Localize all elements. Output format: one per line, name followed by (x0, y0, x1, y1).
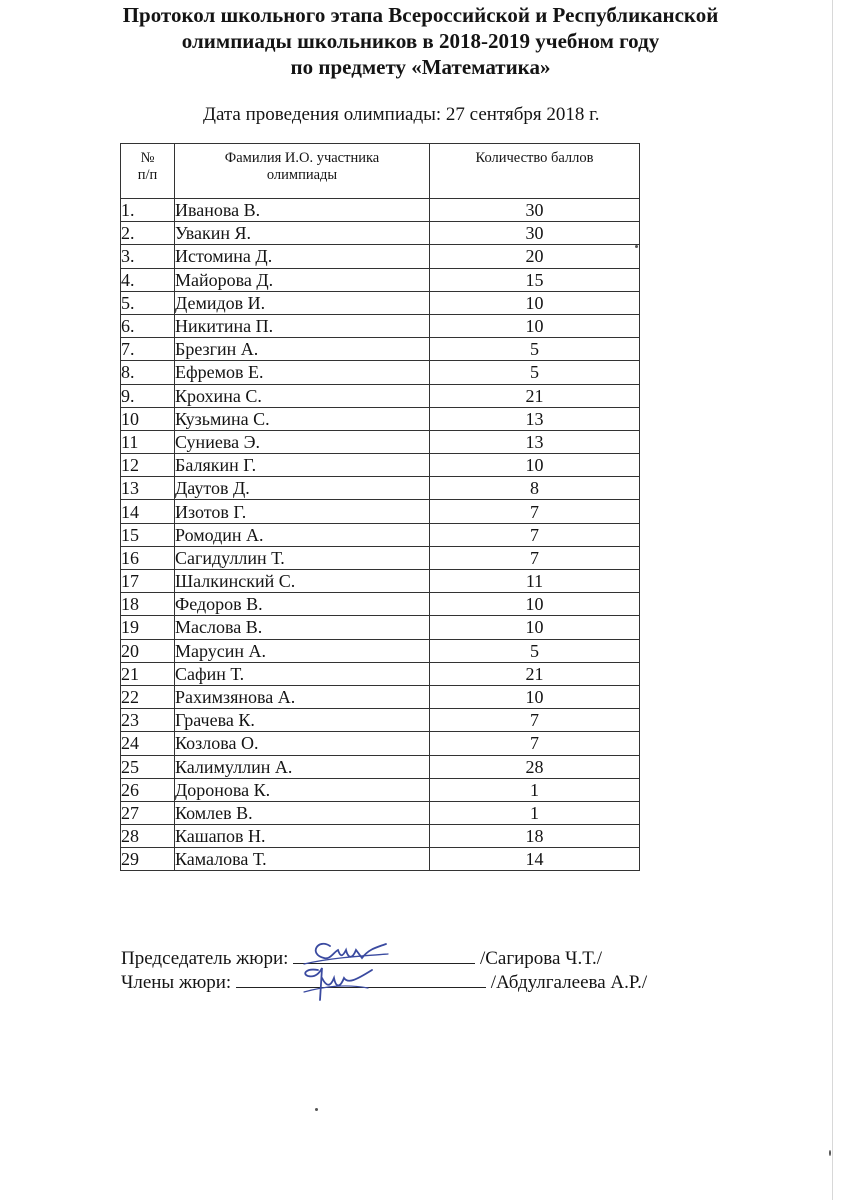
table-row (121, 801, 640, 824)
row-number: 25 (121, 755, 175, 778)
row-number: 18 (121, 593, 175, 616)
participant-name: Балякин Г. (175, 454, 430, 477)
scan-speck (635, 245, 638, 248)
row-number: 12 (121, 454, 175, 477)
participant-score: 10 (430, 616, 640, 639)
row-number: 5. (121, 291, 175, 314)
table-row (121, 454, 640, 477)
participant-score: 5 (430, 639, 640, 662)
table-row (121, 222, 640, 245)
row-number: 23 (121, 709, 175, 732)
participant-name: Даутов Д. (175, 477, 430, 500)
table-row (121, 709, 640, 732)
jury-chair-label: Председатель жюри: (121, 948, 289, 969)
table-row (121, 685, 640, 708)
participant-score: 28 (430, 755, 640, 778)
participant-name: Камалова Т. (175, 848, 430, 871)
row-number: 16 (121, 546, 175, 569)
table-row (121, 593, 640, 616)
row-number: 4. (121, 268, 175, 291)
participant-name: Сафин Т. (175, 662, 430, 685)
row-number: 15 (121, 523, 175, 546)
results-table (120, 143, 640, 871)
column-header-name: Фамилия И.О. участника олимпиады (175, 144, 430, 199)
table-row (121, 199, 640, 222)
row-number: 24 (121, 732, 175, 755)
table-row (121, 430, 640, 453)
table-row (121, 268, 640, 291)
participant-score: 30 (430, 222, 640, 245)
row-number: 1. (121, 199, 175, 222)
participant-name: Комлев В. (175, 801, 430, 824)
title-line-1: Протокол школьного этапа Всероссийской и Республиканской (122, 3, 719, 27)
row-number: 2. (121, 222, 175, 245)
table-header-row (121, 144, 640, 199)
participant-name: Увакин Я. (175, 222, 430, 245)
participant-score: 7 (430, 732, 640, 755)
table-row (121, 662, 640, 685)
document-title (0, 2, 841, 80)
participant-score: 18 (430, 825, 640, 848)
participant-name: Суниева Э. (175, 430, 430, 453)
participant-name: Ромодин А. (175, 523, 430, 546)
participant-score: 8 (430, 477, 640, 500)
table-row (121, 616, 640, 639)
participant-score: 5 (430, 338, 640, 361)
row-number: 3. (121, 245, 175, 268)
table-row (121, 732, 640, 755)
table-row (121, 500, 640, 523)
table-row (121, 407, 640, 430)
row-number: 11 (121, 430, 175, 453)
scan-speck (829, 1150, 831, 1156)
participant-name: Федоров В. (175, 593, 430, 616)
row-number: 20 (121, 639, 175, 662)
participant-name: Доронова К. (175, 778, 430, 801)
row-number: 10 (121, 407, 175, 430)
row-number: 6. (121, 314, 175, 337)
table-row (121, 314, 640, 337)
participant-name: Демидов И. (175, 291, 430, 314)
participant-score: 7 (430, 500, 640, 523)
participant-name: Майорова Д. (175, 268, 430, 291)
table-row (121, 755, 640, 778)
participant-name: Сагидуллин Т. (175, 546, 430, 569)
table-row (121, 848, 640, 871)
jury-chair-name: /Сагирова Ч.Т./ (479, 948, 603, 969)
table-row (121, 245, 640, 268)
scan-speck (315, 1108, 318, 1111)
participant-score: 15 (430, 268, 640, 291)
row-number: 19 (121, 616, 175, 639)
participant-name: Крохина С. (175, 384, 430, 407)
participant-score: 30 (430, 199, 640, 222)
participant-score: 10 (430, 314, 640, 337)
participant-name: Иванова В. (175, 199, 430, 222)
table-row (121, 361, 640, 384)
participant-score: 21 (430, 662, 640, 685)
participant-score: 10 (430, 593, 640, 616)
jury-members-label: Члены жюри: (121, 972, 232, 993)
row-number: 29 (121, 848, 175, 871)
participant-score: 1 (430, 801, 640, 824)
participant-name: Козлова О. (175, 732, 430, 755)
participant-score: 5 (430, 361, 640, 384)
table-row (121, 570, 640, 593)
participant-score: 10 (430, 291, 640, 314)
row-number: 22 (121, 685, 175, 708)
participant-name: Марусин А. (175, 639, 430, 662)
participant-name: Никитина П. (175, 314, 430, 337)
row-number: 27 (121, 801, 175, 824)
participant-name: Грачева К. (175, 709, 430, 732)
participant-score: 11 (430, 570, 640, 593)
participant-name: Маслова В. (175, 616, 430, 639)
olympiad-date: Дата проведения олимпиады: 27 сентября 2018 г. (203, 104, 600, 125)
column-header-score: Количество баллов (430, 144, 640, 199)
participant-name: Шалкинский С. (175, 570, 430, 593)
jury-members-name: /Абдулгалеева А.Р./ (490, 972, 648, 993)
table-row (121, 825, 640, 848)
table-row (121, 477, 640, 500)
row-number: 8. (121, 361, 175, 384)
participant-name: Рахимзянова А. (175, 685, 430, 708)
table-row (121, 291, 640, 314)
participant-score: 7 (430, 709, 640, 732)
title-line-2: олимпиады школьников в 2018-2019 учебном году (181, 29, 660, 53)
participant-name: Калимуллин А. (175, 755, 430, 778)
participant-name: Изотов Г. (175, 500, 430, 523)
scan-edge-line (832, 0, 833, 1200)
row-number: 14 (121, 500, 175, 523)
participant-name: Брезгин А. (175, 338, 430, 361)
table-row (121, 639, 640, 662)
row-number: 9. (121, 384, 175, 407)
table-row (121, 778, 640, 801)
row-number: 26 (121, 778, 175, 801)
table-row (121, 338, 640, 361)
participant-name: Кашапов Н. (175, 825, 430, 848)
participant-score: 7 (430, 546, 640, 569)
row-number: 17 (121, 570, 175, 593)
participant-score: 13 (430, 407, 640, 430)
row-number: 7. (121, 338, 175, 361)
participant-score: 7 (430, 523, 640, 546)
participant-name: Ефремов Е. (175, 361, 430, 384)
participant-score: 10 (430, 685, 640, 708)
participant-name: Истомина Д. (175, 245, 430, 268)
column-header-number: № п/п (121, 144, 175, 199)
row-number: 28 (121, 825, 175, 848)
row-number: 21 (121, 662, 175, 685)
participant-score: 1 (430, 778, 640, 801)
participant-score: 14 (430, 848, 640, 871)
participant-score: 13 (430, 430, 640, 453)
participant-score: 21 (430, 384, 640, 407)
title-line-3: по предмету «Математика» (290, 55, 551, 79)
table-row (121, 546, 640, 569)
row-number: 13 (121, 477, 175, 500)
participant-score: 20 (430, 245, 640, 268)
table-row (121, 523, 640, 546)
participant-name: Кузьмина С. (175, 407, 430, 430)
table-row (121, 384, 640, 407)
participant-score: 10 (430, 454, 640, 477)
member-signature (296, 962, 376, 1006)
